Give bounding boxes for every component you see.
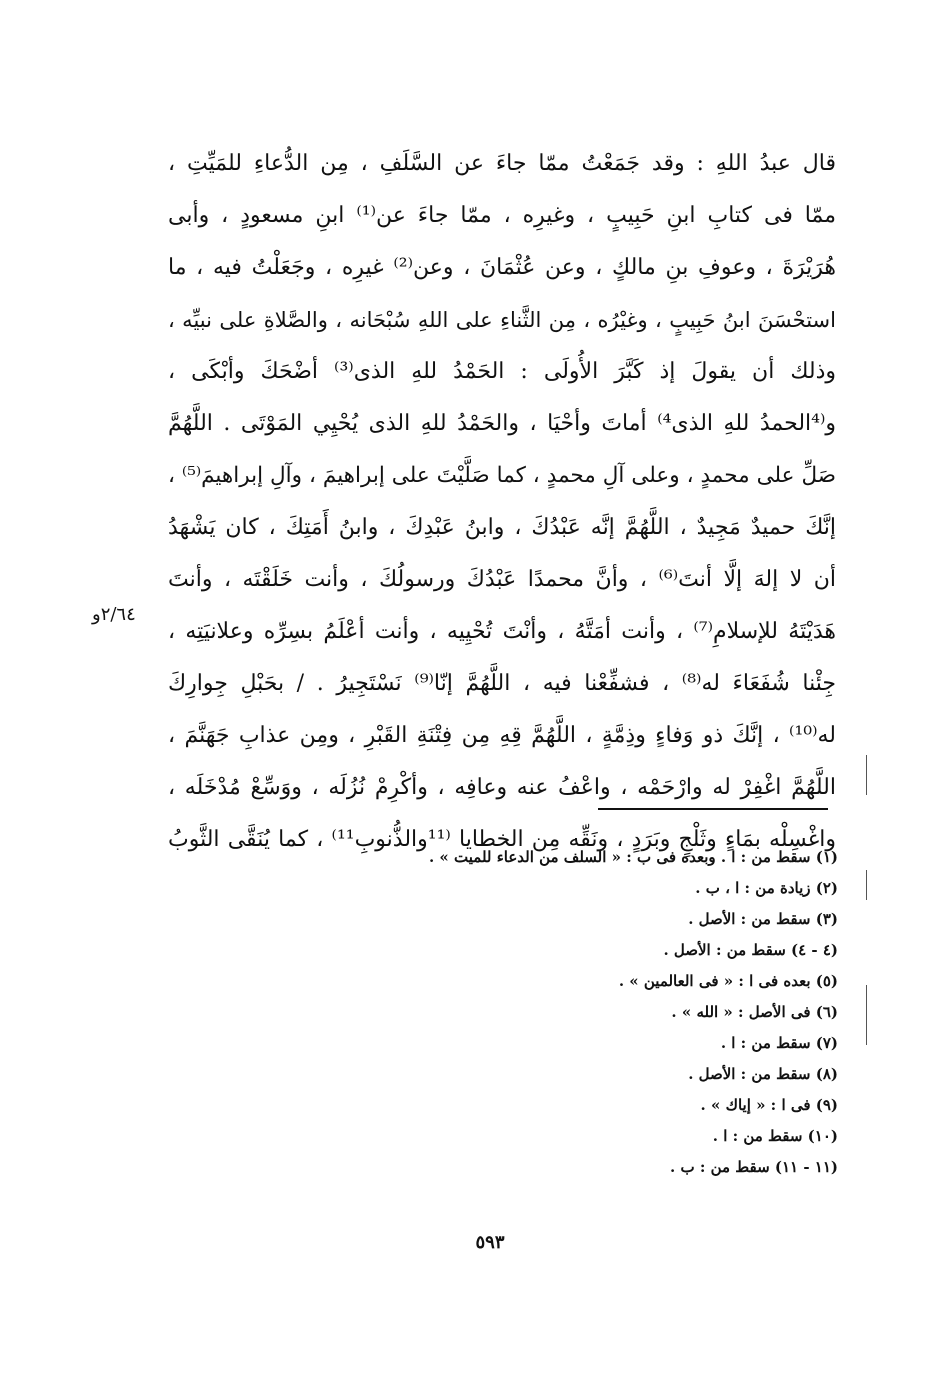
text-line: أن لا إلهَ إلَّا أنتَ⁽⁶⁾ ، وأنَّ محمدًا عَبْدُكَ ورسولُكَ ، وأنت خَلَقْتَه ، وأنتَ: [168, 567, 836, 592]
scan-artifact: [866, 870, 867, 900]
text-line: ممّا فى كتابِ ابنِ حَبِيبٍ ، وغيرِه ، ممّا جاءَ عن⁽¹⁾ ابنِ مسعودٍ ، وأبى: [168, 203, 836, 228]
footnote: (٦) فى الأصل : « الله » .: [671, 1003, 838, 1021]
text-line: صَلِّ على محمدٍ ، وعلى آلِ محمدٍ ، كما صَلَّيْتَ على إبراهيمَ ، وآلِ إبراهيمَ⁽⁵⁾ ،: [168, 463, 836, 488]
text-line: هَدَيْتَهُ للإسلامِ⁽⁷⁾ ، وأنت أمَتَّهُ ، وأنْتَ تُحْيِيه ، وأنت أعْلَمُ بسِرِّه وعلانيَتِه ،: [168, 619, 836, 644]
text-line: له⁽¹⁰⁾ ، إنَّكَ ذو وَفاءٍ وذِمَّةٍ ، اللَّهُمَّ قِهِ مِن فِتْنَةِ القَبْرِ ، ومِن عذابِ جَهَنَّمَ ،: [168, 723, 836, 748]
text-line: إنَّكَ حميدٌ مَجِيدٌ ، اللَّهُمَّ إنَّه عَبْدُكَ ، وابنُ عَبْدِكَ ، وابنُ أَمَتِكَ ، كان يَشْهَدُ: [168, 515, 836, 540]
footnote: (١١ - ١١) سقط من : ب .: [670, 1158, 838, 1176]
footnote: (٨) سقط من : الأصل .: [688, 1065, 838, 1083]
footnote: (٣) سقط من : الأصل .: [688, 910, 838, 928]
footnote: (٧) سقط من : ا .: [720, 1034, 838, 1052]
footnote: (٢) زيادة من : ا ، ب .: [695, 879, 838, 897]
text-line: وذلك أن يقولَ إذ كَبَّرَ الأُولَى : الحَمْدُ للهِ الذى⁽³⁾ أضْحَكَ وأبْكَى ،: [168, 359, 836, 384]
text-line: استحْسَنَ ابنُ حَبِيبٍ ، وغيْرُه ، مِن الثَّناءِ على اللهِ سُبْحَانه ، والصَّلاةِ على نبيِّه ،: [168, 308, 836, 332]
footnote-separator: [598, 808, 828, 810]
text-line: واغْسِلْه بمَاءٍ وثَلْجٍ وبَرَدٍ ، ونَقِّه مِن الخطايا ⁽¹¹والذُّنوبِ¹¹⁾ ، كما يُنَقَّى الثَّوبُ: [168, 827, 836, 852]
footnote: (٩) فى ا : « إياك » .: [700, 1096, 838, 1114]
text-line: هُرَيْرَةَ ، وعوفِ بنِ مالكٍ ، وعن عُثْمَانَ ، وعن⁽²⁾ غيرِه ، وجَعَلْتُ فيه ، ما: [168, 255, 836, 280]
scan-artifact: [866, 755, 867, 795]
text-line: جِئْنا شُفَعَاءَ له⁽⁸⁾ ، فشفِّعْنا فيه ، اللَّهُمَّ إنّا⁽⁹⁾ نَسْتَجِيرُ . / بحَبْلِ جِوارِكَ: [168, 671, 836, 696]
text-line: اللَّهُمَّ اغْفِرْ له وارْحَمْه ، واعْفُ عنه وعافِه ، وأكْرِمْ نُزُلَه ، ووَسِّعْ مُدْخَلَه ،: [168, 775, 836, 800]
footnote: (١) سقط من : ا . وبعده فى ب : « السلف من الدعاء للميت » .: [428, 848, 838, 866]
footnotes-list: [330, 842, 838, 1183]
manuscript-folio-note: ٢/٦٤و: [92, 604, 136, 625]
text-line: قال عبدُ اللهِ : وقد جَمَعْتُ ممّا جاءَ عن السَّلَفِ ، مِن الدُّعاءِ للمَيِّتِ ،: [168, 151, 836, 176]
scan-artifact: [866, 985, 867, 1045]
page-number: ٥٩٣: [475, 1232, 505, 1253]
footnote: (٥) بعده فى ا : « فى العالمين » .: [618, 972, 838, 990]
footnote: (١٠) سقط من : ا .: [712, 1127, 838, 1145]
main-text-block: [168, 138, 836, 866]
text-line: و⁽⁴الحمدُ للهِ الذى⁴⁾ أماتَ وأحْيَا ، والحَمْدُ للهِ الذى يُحْيِي المَوْتَى . اللَّهُمَّ: [168, 411, 836, 436]
footnote: (٤ - ٤) سقط من : الأصل .: [663, 941, 838, 959]
